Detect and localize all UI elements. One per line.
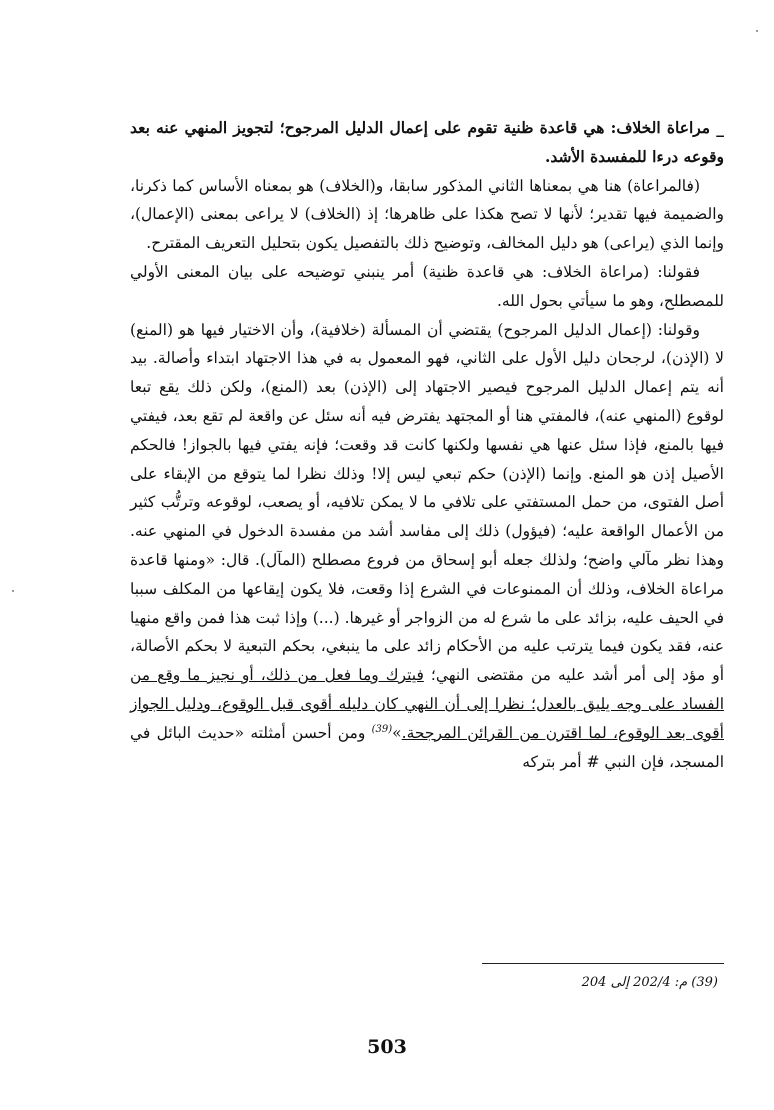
footnote: (39) م: 202/4 إلى 204 xyxy=(581,975,718,990)
page-number: 503 xyxy=(367,1036,407,1058)
definition-paragraph: _ مراعاة الخلاف: هي قاعدة ظنية تقوم على إعمال الدليل المرجوح؛ لتجويز المنهي عنه بعد وقوعه درءا للمفسدة الأشد. xyxy=(130,118,724,166)
paragraph-explanation: (فالمراعاة) هنا هي بمعناها الثاني المذكور سابقا، و(الخلاف) هو بمعناه الأساس كما ذكرنا، والضميمة فيها تقدير؛ لأنها لا تصح هكذا على ظاهرها؛ إذ (الخلاف) لا يراعى بمعنى (الإعمال)، وإنما الذي (يراعى) هو دليل المخالف، وتوضيح ذلك بالتفصيل يكون بتحليل التعريف المقترح. xyxy=(130,176,724,253)
paragraph-second-clause xyxy=(130,316,724,777)
body-text xyxy=(130,114,724,776)
margin-mark xyxy=(12,590,14,592)
underlined-quote: فيترك وما فعل من ذلك، أو نجيز ما وقع من الفساد على وجه يليق بالعدل؛ نظرا إلى أن النهي كان دليله أقوى قبل الوقوع، ودليل الجواز أقوى بعد الوقوع، لما اقترن من القرائن المرجحة. xyxy=(130,666,724,742)
paragraph-first-clause: فقولنا: (مراعاة الخلاف: هي قاعدة ظنية) أمر ينبني توضيحه على بيان المعنى الأولي للمصطلح، وهو ما سيأتي بحول الله. xyxy=(130,262,724,310)
footnote-reference: (39) xyxy=(371,723,393,735)
margin-mark xyxy=(756,30,758,32)
paragraph-continuation: ومن أحسن أمثلته «حديث البائل في المسجد، فإن النبي # أمر بتركه xyxy=(130,723,724,771)
paragraph-text: وقولنا: (إعمال الدليل المرجوح) يقتضي أن المسألة (خلافية)، وأن الاختيار فيها هو (المنع) لا (الإذن)، لرجحان دليل الأول على الثاني، فهو المعمول به في هذا الاجتهاد ابتداء وأصالة. بيد أنه يتم إعمال الدليل المرجوح فيصير الاجتهاد إلى (الإذن) بعد (المنع)، ولكن ذلك يقع تبعا لوقوع (المنهي عنه)، فالمفتي هنا أو المجتهد يفترض فيه أنه سئل عن واقعة لم تقع بعد، فيفتي فيها بالمنع، فإذا سئل عنها هي نفسها ولكنها كانت قد وقعت؛ فإنه يفتي فيها بالجواز! فالحكم الأصيل إذن هو المنع. وإنما (الإذن) حكم تبعي ليس إلا! وذلك نظرا لما يتوقع من الإبقاء على أصل الفتوى، من حمل المستفتي على تلافي ما لا يمكن تلافيه، أو يصعب، لوقوعه وترتُّب كثير من الأعمال الواقعة عليه؛ (فيؤول) ذلك إلى مفاسد أشد من مفسدة الدخول في المنهي عنه. وهذا نظر مآلي واضح؛ ولذلك جعله أبو إسحاق من فروع مصطلح (المآل). قال: «ومنها قاعدة مراعاة الخلاف، وذلك أن الممنوعات في الشرع إذا وقعت، فلا يكون إيقاعها من المكلف سببا في الحيف عليه، بزائد على ما شرع له من الزواجر أو غيرها. (...) وإذا ثبت هذا فمن واقع منهيا عنه، فقد يكون فيما يترتب عليه من الأحكام زائد على ما ينبغي، بحكم التبعية لا بحكم الأصالة، أو مؤد إلى أمر أشد عليه من مقتضى النهي؛ xyxy=(130,320,724,685)
footnote-divider xyxy=(482,963,724,964)
quote-close: » xyxy=(392,723,402,742)
